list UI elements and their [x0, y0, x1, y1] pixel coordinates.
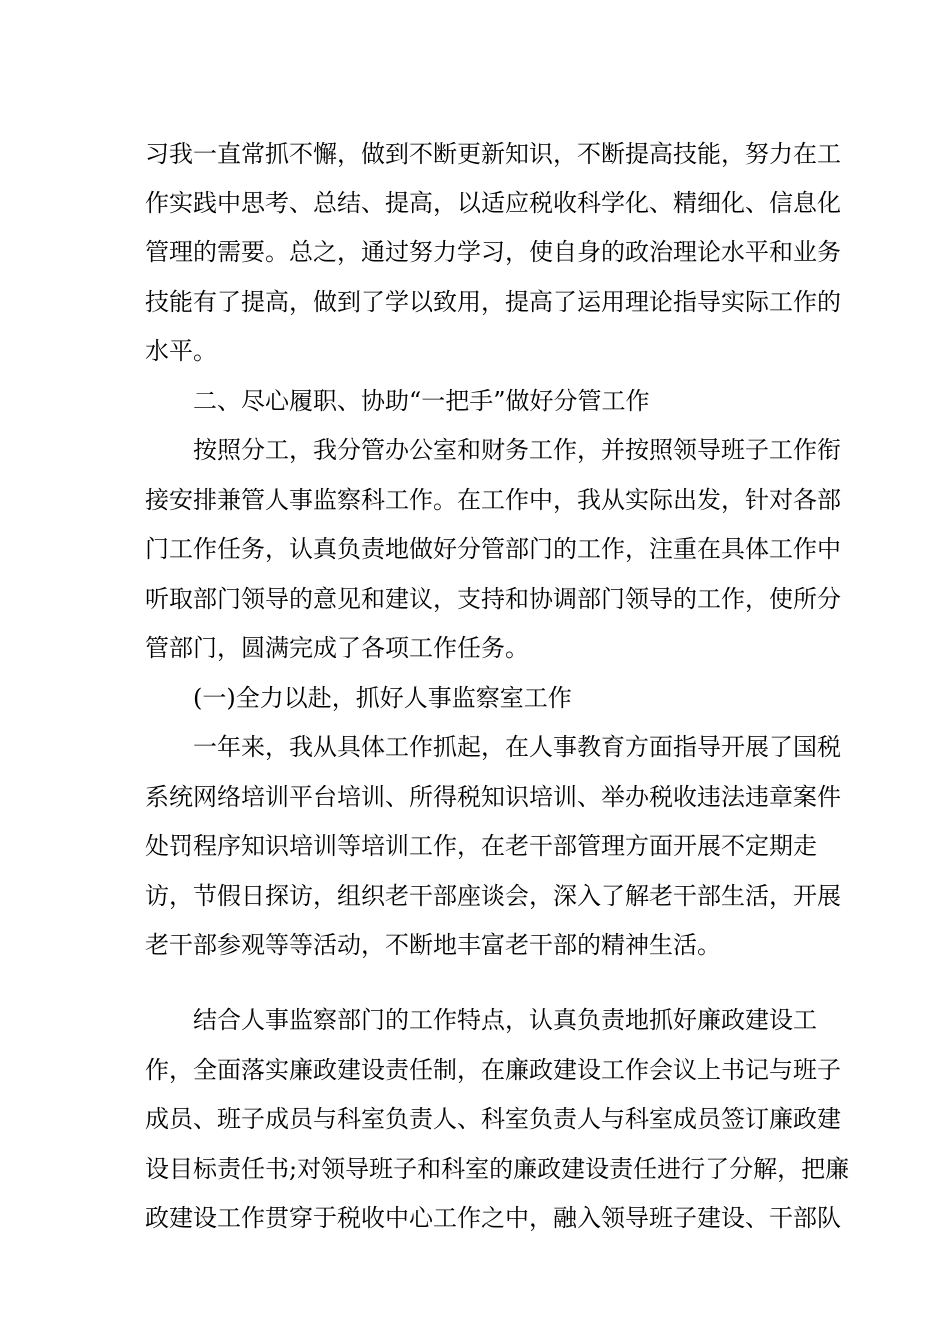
- body-text-line: 习我一直常抓不懈，做到不断更新知识，不断提高技能，努力在工: [145, 140, 841, 168]
- body-text-line: 作，全面落实廉政建设责任制，在廉政建设工作会议上书记与班子: [145, 1056, 841, 1084]
- body-text-line: 管理的需要。总之，通过努力学习，使自身的政治理论水平和业务: [145, 238, 841, 266]
- body-text-line: 系统网络培训平台培训、所得税知识培训、举办税收违法违章案件: [145, 783, 841, 811]
- body-text-line: 成员、班子成员与科室负责人、科室负责人与科室成员签订廉政建: [145, 1105, 841, 1133]
- body-text-line: 接安排兼管人事监察科工作。在工作中，我从实际出发，针对各部: [145, 486, 841, 514]
- paragraph-first-line: 按照分工，我分管办公室和财务工作，并按照领导班子工作衔: [193, 436, 841, 464]
- body-text-line: 政建设工作贯穿于税收中心工作之中，融入领导班子建设、干部队: [145, 1204, 841, 1232]
- body-text-line: 听取部门领导的意见和建议，支持和协调部门领导的工作，使所分: [145, 585, 841, 613]
- subsection-heading: (一)全力以赴，抓好人事监察室工作: [193, 684, 572, 712]
- paragraph-first-line: 一年来，我从具体工作抓起，在人事教育方面指导开展了国税: [193, 733, 841, 761]
- body-text-line: 访，节假日探访，组织老干部座谈会，深入了解老干部生活，开展: [145, 882, 841, 910]
- body-text-line: 处罚程序知识培训等培训工作，在老干部管理方面开展不定期走: [145, 832, 817, 860]
- body-text-line: 技能有了提高，做到了学以致用，提高了运用理论指导实际工作的: [145, 288, 841, 316]
- section-heading: 二、尽心履职、协助“一把手”做好分管工作: [193, 387, 650, 415]
- body-text-line: 老干部参观等等活动，不断地丰富老干部的精神生活。: [145, 931, 721, 959]
- body-text-line: 作实践中思考、总结、提高，以适应税收科学化、精细化、信息化: [145, 189, 841, 217]
- body-text-line: 管部门，圆满完成了各项工作任务。: [145, 634, 529, 662]
- body-text-line: 水平。: [145, 337, 217, 365]
- body-text-line: 门工作任务，认真负责地做好分管部门的工作，注重在具体工作中: [145, 535, 841, 563]
- paragraph-first-line: 结合人事监察部门的工作特点，认真负责地抓好廉政建设工: [193, 1006, 817, 1034]
- body-text-line: 设目标责任书;对领导班子和科室的廉政建设责任进行了分解，把廉: [145, 1155, 850, 1183]
